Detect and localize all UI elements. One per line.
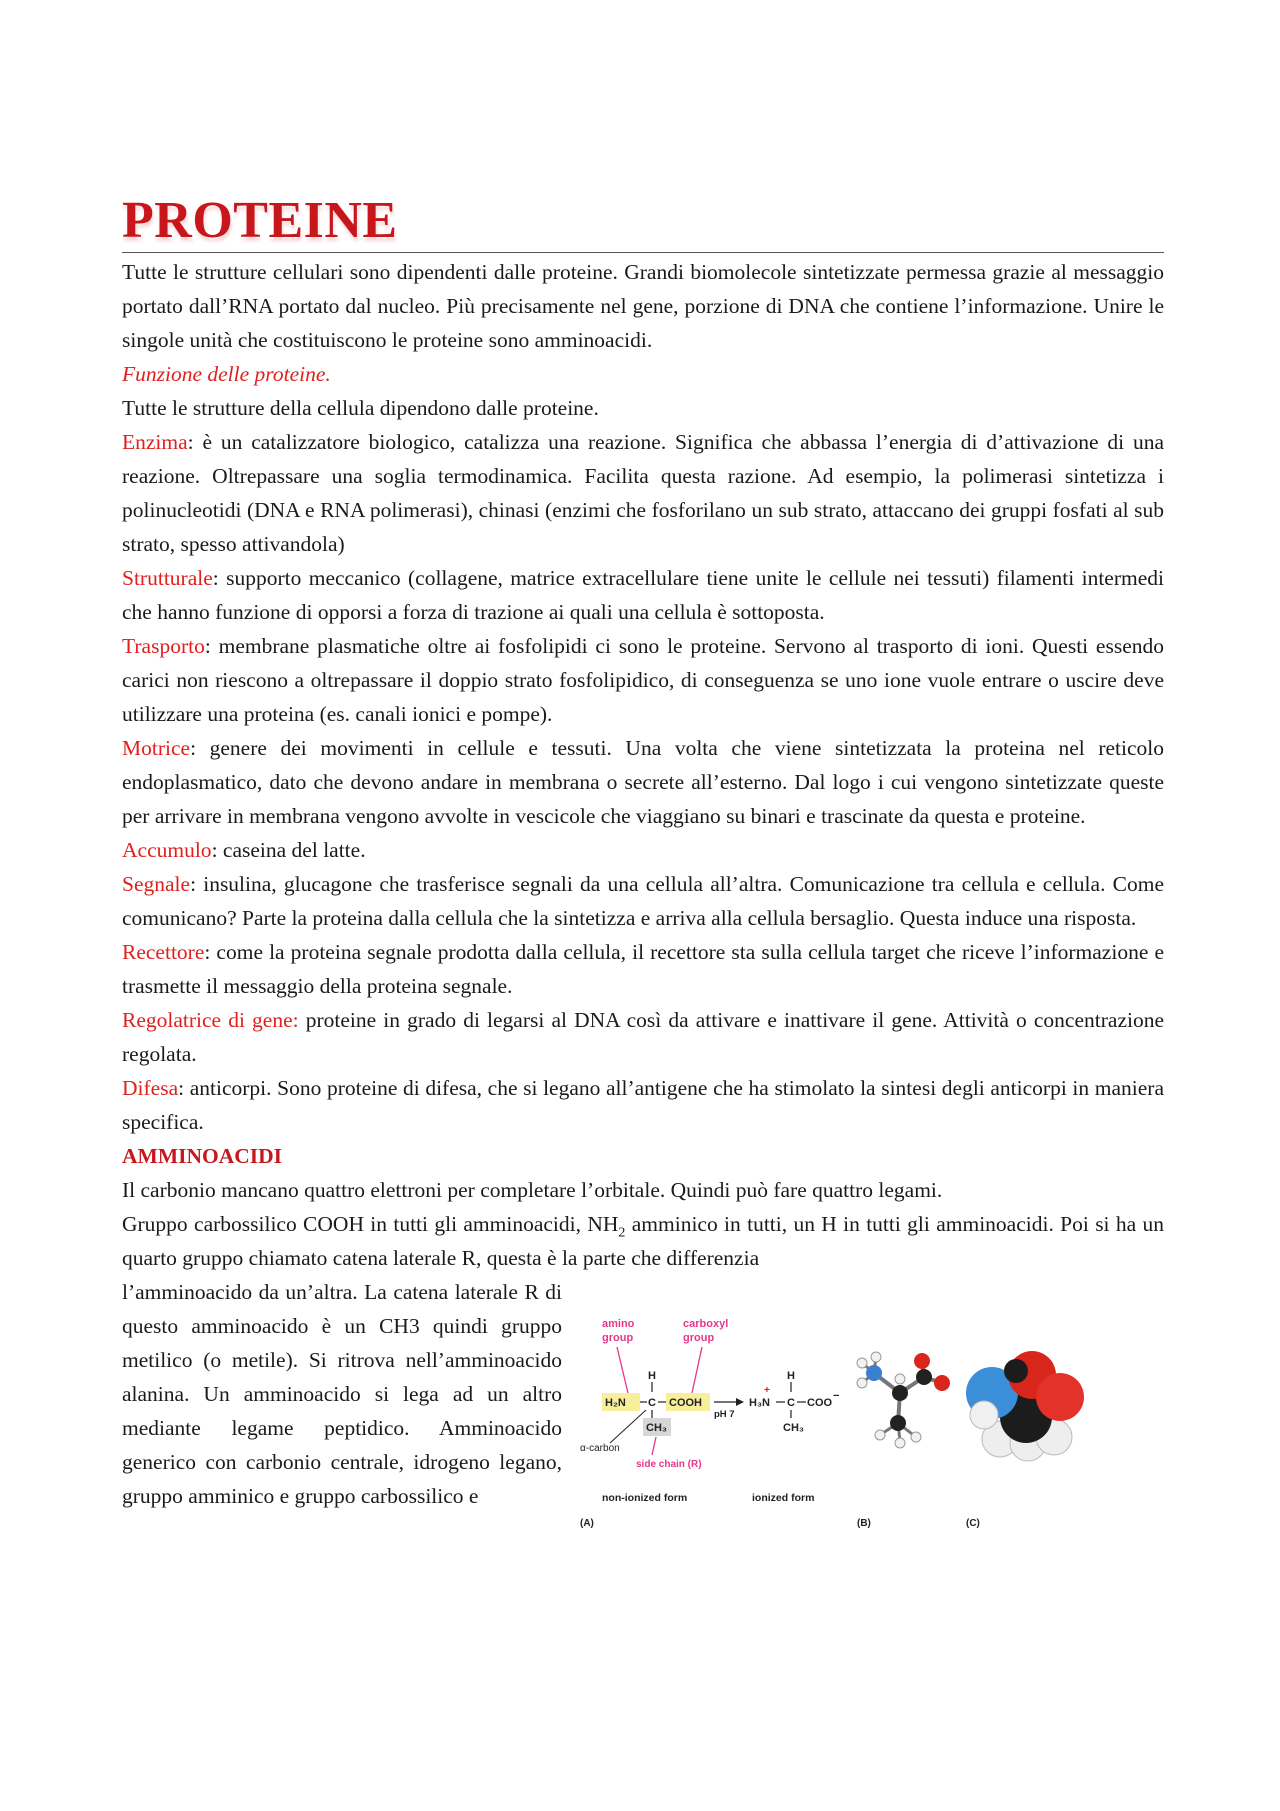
ph7-label: pH 7 [714,1409,735,1420]
minus-charge: − [833,1390,840,1402]
alpha-carbon: C [648,1397,656,1409]
aa-paragraph-2: Gruppo carbossilico COOH in tutti gli amminoacidi, $NH_2$ amminico in tutti, un H in tutti gli amminoacidi. Poi si ha un quarto gruppo chiamato catena laterale R, questa è la parte che differenzia [122,1212,1164,1270]
function-item [122,1003,1164,1071]
nonionized-label: non-ionized form [602,1492,688,1504]
side-chain-label: side chain (R) [636,1459,702,1470]
functions-heading: Funzione delle proteine. [122,362,331,386]
panel-c-label: (C) [966,1518,980,1529]
function-term: Strutturale [122,566,213,590]
function-text: : membrane plasmatiche oltre ai fosfolipidi ci sono le proteine. Servono al trasporto di ioni. Questi essendo carici non riescono a oltrepassare il doppio strato fosfolipidico, di conseguenza se uno ione vuole entrare o uscire deve utilizzare una proteina (es. canali ionici e pompe). [122,634,1164,726]
cooh-label: COOH [669,1397,702,1409]
aa-paragraph-3: l’amminoacido da un’altra. La catena laterale R di questo amminoacido è un CH3 quindi gruppo metilico (o metile). Si ritrova nell’amminoacido alanina. Un amminoacido si lega ad un altro mediante legame peptidico. Amminoacido generico con carbonio centrale, idrogeno legano, gruppo amminico e gruppo carbossilico e [122,1280,562,1508]
svg-text:CH₃: CH₃ [783,1422,804,1434]
function-text: : insulina, glucagone che trasferisce segnali da una cellula all’altra. Comunicazione tra cellula e cellula. Come comunicano? Parte la proteina dalla cellula che la sintetizza e arriva alla cellula bersaglio. Questa induce una risposta. [122,872,1164,930]
aa-wrap-section [122,1275,1164,1529]
alanine-figure [580,1305,1168,1535]
function-item [122,867,1164,935]
carboxyl-pointer [692,1347,702,1393]
h3n-label: H₃N [749,1397,770,1409]
document-page [122,190,1165,1529]
function-term: Segnale [122,872,191,896]
function-term: Motrice [122,736,191,760]
ball-and-stick-model [857,1352,950,1448]
page-title: PROTEINE [122,192,398,249]
intro-paragraph: Tutte le strutture cellulari sono dipendenti dalle proteine. Grandi biomolecole sintetizzate permessa grazie al messaggio portato dall’RNA portato dal nucleo. Più precisamente nel gene, porzione di DNA che contiene l’informazione. Unire le singole unità che costituiscono le proteine sono amminoacidi. [122,260,1164,352]
function-term: Difesa [122,1076,179,1100]
amino-group-label-2: group [602,1332,634,1344]
function-term: Accumulo [122,838,212,862]
panel-a-label: (A) [580,1518,594,1529]
function-term: Regolatrice di gene: [122,1008,299,1032]
function-term: Enzima [122,430,188,454]
amino-pointer [617,1347,628,1393]
function-text: proteine in grado di legarsi al DNA così da attivare e inattivare il gene. Attività o concentrazione regolata. [122,1008,1165,1066]
carboxyl-group-label-2: group [683,1332,715,1344]
function-item [122,833,1164,867]
plus-charge: + [764,1385,770,1396]
function-item [122,935,1164,1003]
h-top: H [648,1370,656,1382]
function-item [122,425,1164,561]
function-item [122,731,1164,833]
svg-text:H: H [787,1370,795,1382]
function-text: : supporto meccanico (collagene, matrice extracellulare tiene unite le cellule nei tessuti) filamenti intermedi che hanno funzione di opporsi a forza di trazione ai quali una cellula è sottoposta. [122,566,1164,624]
ionized-label: ionized form [752,1492,815,1504]
function-term: Recettore [122,940,205,964]
function-item [122,1071,1164,1139]
alpha-carbon-label: α-carbon [580,1443,620,1454]
functions-list [122,425,1164,1139]
function-text: : genere dei movimenti in cellule e tessuti. Una volta che viene sintetizzata la proteina nel reticolo endoplasmatico, dato che devono andare in membrana o secrete all’esterno. Dal logo i cui vengono sintetizzate queste per arrivare in membrana vengono avvolte in vescicole che viaggiano su binari e trascinate da questa e proteine. [122,736,1164,828]
panel-b-label: (B) [857,1518,871,1529]
title-rule [122,252,1164,253]
function-item [122,629,1164,731]
functions-intro: Tutte le strutture della cellula dipendono dalle proteine. [122,396,599,420]
svg-text:C: C [787,1397,795,1409]
aa-paragraph-1: Il carbonio mancano quattro elettroni per completare l’orbitale. Quindi può fare quattro legami. [122,1178,943,1202]
coo-label: COO [807,1397,833,1409]
function-text: : anticorpi. Sono proteine di difesa, che si legano all’antigene che ha stimolato la sintesi degli anticorpi in maniera specifica. [122,1076,1164,1134]
space-filling-model [966,1351,1084,1461]
amino-group-label-1: amino [602,1318,635,1330]
function-item [122,561,1164,629]
amminoacidi-heading: AMMINOACIDI [122,1144,283,1168]
h2n-label: H₂N [605,1397,626,1409]
function-text: : come la proteina segnale prodotta dalla cellula, il recettore sta sulla cellula target che riceve l’informazione e trasmette il messaggio della proteina segnale. [122,940,1164,998]
carboxyl-group-label-1: carboxyl [683,1318,729,1330]
function-text: : caseina del latte. [211,838,366,862]
function-text: : è un catalizzatore biologico, catalizza una reazione. Significa che abbassa l’energia di d’attivazione di una reazione. Oltrepassare una soglia termodinamica. Facilita questa razione. Ad esempio, la polimerasi sintetizza i polinucleotidi (DNA e RNA polimerasi), chinasi (enzimi che fosforilano un sub strato, attaccano dei gruppi fosfati al sub strato, spesso attivandola) [122,430,1164,556]
function-term: Trasporto [122,634,205,658]
ch3-label: CH₃ [646,1422,667,1434]
